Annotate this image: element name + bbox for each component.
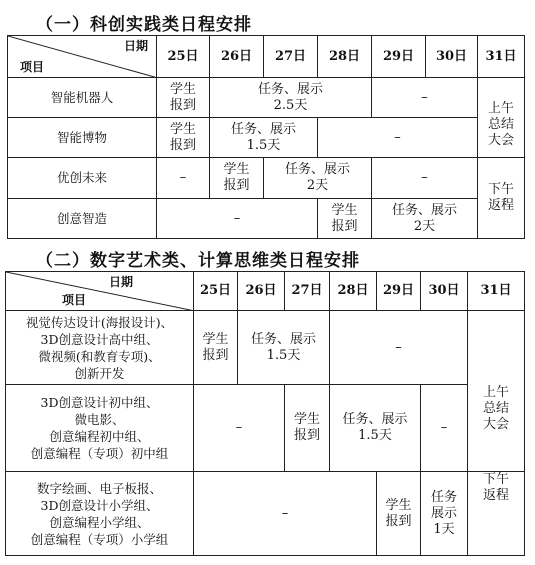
diagonal-line [6, 272, 195, 311]
empty-cell: – [318, 118, 478, 158]
empty-cell: – [421, 385, 468, 472]
day-header: 25日 [157, 36, 210, 78]
empty-cell: – [157, 158, 210, 199]
day-header: 28日 [330, 272, 377, 311]
schedule-table-1 [7, 35, 525, 239]
header-item-label: 项目 [20, 60, 45, 74]
summary-meeting-cell: 上午 总结 大会 [478, 78, 525, 158]
return-cell: 下午 返程 [478, 158, 525, 239]
day-header: 29日 [372, 36, 426, 78]
task-cell: 任务 展示 1天 [421, 472, 468, 556]
empty-cell: – [372, 78, 478, 118]
day-header: 29日 [377, 272, 421, 311]
empty-cell: – [157, 199, 318, 239]
summary-meeting-cell: 上午 总结 大会 [468, 311, 525, 472]
report-cell: 学生 报到 [377, 472, 421, 556]
return-cell: 下午 返程 [468, 472, 525, 556]
header-diagonal-cell [8, 36, 157, 78]
empty-cell: – [330, 311, 468, 385]
report-cell: 学生 报到 [157, 118, 210, 158]
project-name: 数字绘画、电子板报、 3D创意设计小学组、 创意编程小学组、 创意编程（专项）小学组 [6, 472, 194, 556]
report-cell: 学生 报到 [157, 78, 210, 118]
day-header: 27日 [264, 36, 318, 78]
schedule-table-2 [5, 271, 525, 556]
day-header: 26日 [210, 36, 264, 78]
report-cell: 学生 报到 [285, 385, 330, 472]
project-name: 智能机器人 [8, 78, 157, 118]
report-cell: 学生 报到 [194, 311, 238, 385]
section2-title: （二）数字艺术类、计算思维类日程安排 [36, 251, 360, 271]
day-header: 26日 [238, 272, 285, 311]
task-cell: 任务、展示 2天 [372, 199, 478, 239]
task-cell: 任务、展示 1.5天 [330, 385, 421, 472]
day-header: 31日 [468, 272, 525, 311]
section1-title: （一）科创实践类日程安排 [36, 15, 252, 35]
project-name: 创意智造 [8, 199, 157, 239]
empty-cell: – [194, 385, 285, 472]
day-header: 30日 [421, 272, 468, 311]
empty-cell: – [194, 472, 377, 556]
day-header: 25日 [194, 272, 238, 311]
report-cell: 学生 报到 [210, 158, 264, 199]
day-header: 28日 [318, 36, 372, 78]
header-date-label: 日期 [123, 39, 148, 53]
project-name: 智能博物 [8, 118, 157, 158]
project-name: 3D创意设计初中组、 微电影、 创意编程初中组、 创意编程（专项）初中组 [6, 385, 194, 472]
day-header: 30日 [426, 36, 478, 78]
project-name: 视觉传达设计(海报设计)、 3D创意设计高中组、 微视频(和教育专项)、 创新开发 [6, 311, 194, 385]
task-cell: 任务、展示 1.5天 [238, 311, 330, 385]
task-cell: 任务、展示 2天 [264, 158, 372, 199]
header-diagonal-cell [6, 272, 194, 311]
task-cell: 任务、展示 2.5天 [210, 78, 372, 118]
header-date-label: 日期 [108, 275, 133, 289]
day-header: 31日 [478, 36, 525, 78]
header-item-label: 项目 [62, 293, 87, 307]
report-cell: 学生 报到 [318, 199, 372, 239]
empty-cell: – [372, 158, 478, 199]
day-header: 27日 [285, 272, 330, 311]
task-cell: 任务、展示 1.5天 [210, 118, 318, 158]
project-name: 优创未来 [8, 158, 157, 199]
